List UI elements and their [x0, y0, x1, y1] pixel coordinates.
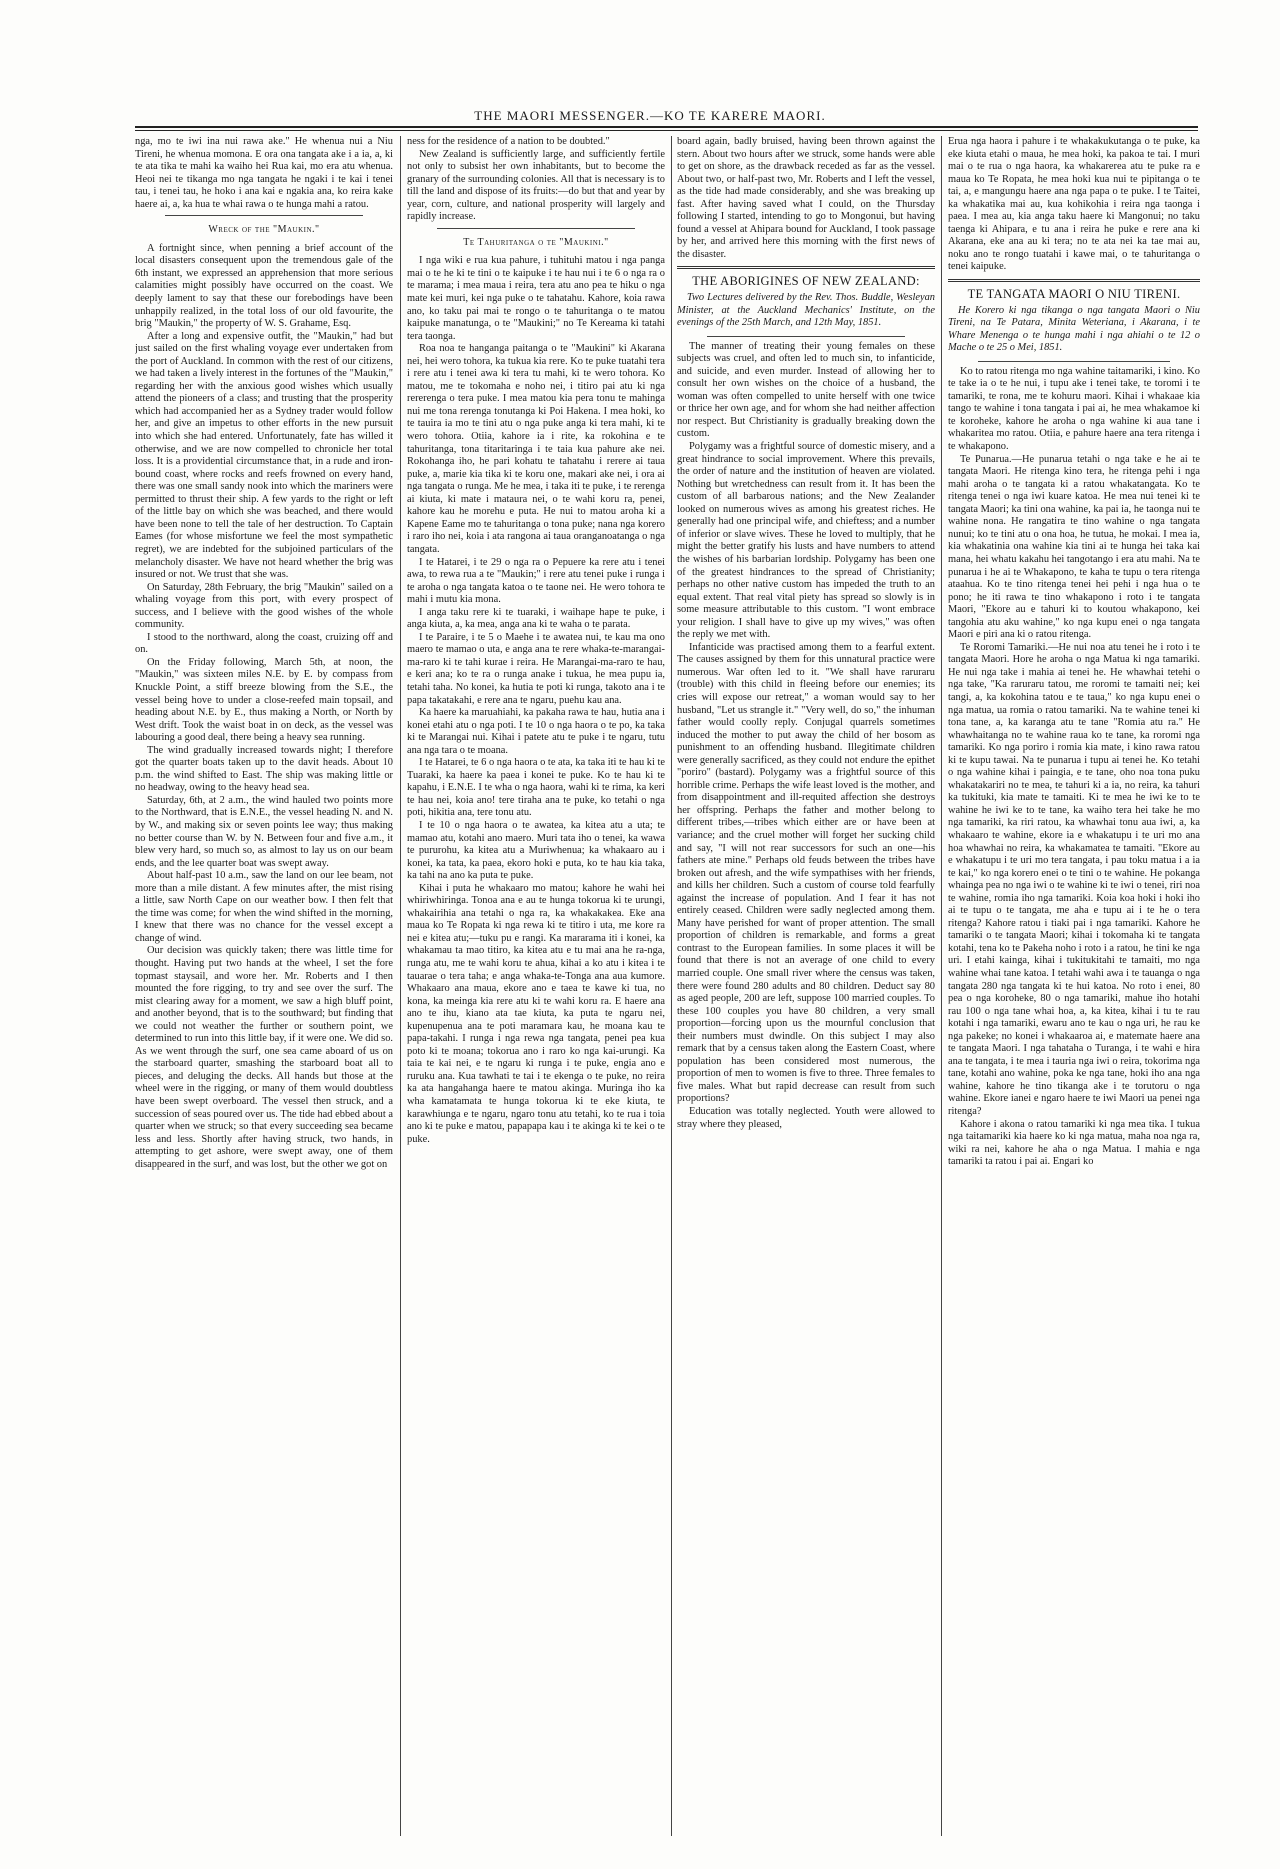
article-paragraph: On Saturday, 28th February, the brig "Maukin" sailed on a whaling voyage from this port, with every prospect of success, and I believe with the good wishes of the whole community.: [135, 581, 393, 631]
running-head: THE MAORI MESSENGER.—KO TE KARERE MAORI.: [474, 108, 826, 123]
column-divider: [671, 136, 672, 1836]
article-paragraph: The manner of treating their young females on these subjects was cruel, and often led to much sin, to infanticide, and suicide, and even murder. Instead of allowing her to consult her own wishes on the choice of a husband, the woman was often compelled to unite herself with one twice or thrice her own age, and for whom she had neither affection nor respect. But Christianity is gradually breaking down the custom.: [677, 340, 935, 440]
col2-opening: ness for the residence of a nation to be doubted.": [407, 136, 610, 147]
col1-opening: nga, mo te iwi ina nui rawa ake." He whenua nui a Niu Tireni, he whenua momona. E ora ona tangata ake i a ia, a, ki te ata tika te mahi ka waiho hei Rua kai, mo era atu whenua. Heoi nei te tikanga mo nga tangata he ngaki i te kai i tenei tau, i tenei tau, he hoko i ana kai e ngakia ana, ko reira kake haere ai, a, ka hua te whai rawa o te hunga mahi a ratou.: [135, 136, 393, 210]
col2-body: [407, 255, 665, 1146]
column-4: [948, 136, 1200, 1836]
columns: [135, 136, 1200, 1836]
article-paragraph: The wind gradually increased towards night; I therefore got the quarter boats taken up to the davit heads. About 10 p.m. the wind shifted to East. The ship was making little or no headway, owing to the heavy head sea.: [135, 744, 393, 794]
col4-subheading: He Korero ki nga tikanga o nga tangata Maori o Niu Tireni, na Te Patara, Minita Weteriana, i Akarana, i te Whare Menenga o te hunga mahi i nga ahiahi o te 12 o Mache o te 25 o Mei, 1851.: [948, 304, 1200, 354]
article-paragraph: Our decision was quickly taken; there was little time for thought. Having put two hands at the wheel, I set the fore topmast staysail, and wore her. Mr. Roberts and I then mounted the fore rigging, to try and see over the surf. The mist clearing away for a moment, we saw a high bluff point, and another beyond, that is to the southward; but finding that we could not weather the further or southern point, we determined to run into this little bay, if it were one. We did so. As we went through the surf, one sea came aboard of us on the starboard quarter, smashing the starboard boat all to pieces, and deluging the decks. All hands but those at the wheel were in the rigging, or many of them would doubtless have been swept overboard. The vessel then struck, and a succession of seas poured over us. The tide had ebbed about a quarter when we struck; so that every succeeding sea became less and less. Shortly after having struck, two hands, in attempting to get ashore, were swept away, one of them disappeared in the surf, and was lost, but the other we got on: [135, 945, 393, 1170]
article-paragraph: Kihai i puta he whakaaro mo matou; kahore he wahi hei whiriwhiringa. Tonoa ana e au te hunga tokorua ki te urungi, whakairihia ana tetahi o nga ra, ka whakakakea. Eke ana maua ko Te Ropata ki nga rewa ki te titiro i uta, me kore ra nei e kitea atu;—tuku pu e rangi. Ka mararama iti i konei, ka whakamau ta mao titiro, ka kitea atu e tu mai ana he ra-nga, runga atu, me te wahi koru te ahua, kihai a ko atu i kitea i te tauarae o tera taha; e anga whaka-te-Tonga ana aua kumore. Whakaaro ana maua, ekore ano e taea te kawe ki tua, no kona, ka meinga kia rere atu ki te wahi koru ra. E haere ana ano te ihu, kiano ata tae kiuta, ka puta te ngaru nei, kupenupenua ana te poti maramara kau, he moana kau te papa-takahi. I runga i nga rewa nga tangata, penei pea kua poto ki te moana; tokorua ano i raro ko nga kai-urungi. Ka taia te kai nei, e te ngaru ki runga i te puke, engia ano e ruruku ana. Kua tawhati te tai i te ekenga o te puke, no reira ka ata hangahanga haere te matou akinga. Muringa iho ka wha kamatamata te hunga tokorua ki te eke kiuta, te karawhiunga e te ngaru, ngaro tonu atu tetahi, ko te rua i toia ano ki te puke e matou, papapapa kau i te akinga ki te kei o te puke.: [407, 882, 665, 1145]
article-paragraph: About half-past 10 a.m., saw the land on our lee beam, not more than a mile distant. A few minutes after, the mist rising a little, saw North Cape on our weather bow. I then felt that the time was come; for when the wind shifted in the morning, I knew that there was no chance for the vessel except a change of wind.: [135, 870, 393, 944]
column-1: [135, 136, 393, 1836]
article-paragraph: I te Hatarei, i te 29 o nga ra o Pepuere ka rere atu i tenei awa, to rewa rua a te "Maukin;" i rere atu tenei puke i runga i te aroha o nga tangata katoa o te taone nei. He wero tohora te mahi i mutu kia mona.: [407, 556, 665, 606]
header-rule: [135, 126, 1198, 128]
article-paragraph: Infanticide was practised among them to a fearful extent. The causes assigned by them for this unnatural practice were numerous. War often led to it. "We shall have raruraru (trouble) with this child in fleeing before our enemies; its cries will expose our retreat," a woman would say to her husband, "Let us strangle it." "Very well, do so," the inhuman father would coolly reply. Conjugal quarrels sometimes induced the mother to put away the child of her bosom as punishment to an offending husband. Illegitimate children were generally sacrificed, as they could not endure the epithet "poriro" (bastard). Polygamy was a frightful source of this horrible crime. Perhaps the wife least loved is the mother, and from disappointment and ill-requited affection she destroys her offspring. Perhaps the father and mother belong to different tribes,—tribes which either are or have been at variance; and the cruel mother will forget her sucking child and say, "I will not rear successors for such an one—his fathers ate mine." Perhaps old feuds between the tribes have broken out afresh, and the wife sympathises with her friends, and kills her children. Such a custom of course told fearfully against the increase of population. And I fear it has not entirely ceased. Children were sadly neglected among them. Many have perished for want of proper attention. The small proportion of children is remarkable, and forms a great contrast to the European families. In some places it will be found that there is not an average of one child to every married couple. One small river where the census was taken, there were found 280 adults and 80 children. Deduct say 80 as aged people, 200 are left, suppose 100 married couples. To these 100 couples you have 80 children, a very small proportion—forcing upon us the mournful conclusion that their numbers must dwindle. On this subject I may also remark that by a census taken along the Eastern Coast, where population has been considered most numerous, the proportion of men to women is five to three. Three females to five males. What but rapid decrease can result from such proportions?: [677, 641, 935, 1105]
section-rule: [707, 336, 905, 337]
col4-opening: Erua nga haora i pahure i te whakakukutanga o te puke, ka eke kiuta etahi o maua, he mea hoki, ka pakoa te tai. I muri mai o te rua o nga haora, ka whakarerea atu te puke ra e maua ko Te Ropata, he mea hoki kua nui te pipitanga o te tai, a, e mangungu haere ana nga papa o te puke. I te Taitei, ka whakatika mai au, kua kohikohia i reira nga taonga i paea. I mea au, kia anga taku haere ki Mangonui; no taku taenga ki Ahipara, e tu ana i reira he puke e rere ana ki Akarana, eke ana au ki tera; no te ata nei ka tae mai au, noku ano te rongo tuatahi i kawe mai, o te tahuritanga o tenei kaipuke.: [948, 136, 1200, 273]
article-paragraph: Kahore i akona o ratou tamariki ki nga mea tika. I tukua nga taitamariki kia haere ko ki nga matua, maha noa nga ra, wiki ra nei, kahore he aha o nga Matua. I mahia e nga tamariki ta ratou i pai ai. Engari ko: [948, 1118, 1200, 1168]
col3-opening: board again, badly bruised, having been thrown against the stern. About two hours after we struck, some hands were able to get on shore, as the drawback receded as far as the vessel. About two, or half-past two, Mr. Roberts and I left the vessel, as the tide had made considerably, and she was breaking up fast. After having saved what I could, on the Thursday following I started, intending to go to Mongonui, but having found a vessel at Ahipara bound for Auckland, I took passage by her, and arrived here this morning with the first news of the disaster.: [677, 136, 935, 260]
article-paragraph: Ko to ratou ritenga mo nga wahine taitamariki, i kino. Ko te take ia o te he nui, i tupu ake i tenei take, te toromi i te tamariki, te rona, me te kohuru maori. Kihai i whakaae kia tango te wahine i tona tangata i pai ai, he mea whakamoe ki te koroheke, kahore he aroha o nga wahine ki aua tane i whakaritea mo ratou. Otiia, e pahure haere ana tera ritenga i te whakapono.: [948, 365, 1200, 453]
col3-heading: THE ABORIGINES OF NEW ZEALAND:: [692, 274, 920, 289]
article-paragraph: I stood to the northward, along the coast, cruizing off and on.: [135, 631, 393, 656]
col3-subheading: Two Lectures delivered by the Rev. Thos. Buddle, Wesleyan Minister, at the Auckland Mechanics' Institute, on the evenings of the 25th March, and 12th May, 1851.: [677, 292, 935, 329]
section-rule: [978, 361, 1170, 362]
article-paragraph: After a long and expensive outfit, the "Maukin," had but just sailed on the first whaling voyage ever undertaken from the port of Auckland. In common with the rest of our citizens, we had taken a lively interest in the fortunes of the "Maukin," regarding her with the anxious good wishes which usually attend the pioneers of a class; and trusting that the prosperity which had accompanied her as a Sydney trader would follow her, and give an impetus to other efforts in the new pursuit into which she had entered. Unfortunately, fate has willed it otherwise, and we are now compelled to chronicle her total loss. It is a providential circumstance that, in a rude and iron-bound coast, where rocks and reefs frowned on every hand, there was one small sandy nook into which the mariners were permitted to thrust their ship. A few yards to the right or left of the little bay on which she was beached, and there would have been none to tell the tale of her destruction. To Captain Eames (for whose misfortune we feel the most sympathetic regret), we are indebted for the subjoined particulars of the melancholy disaster. We have not heard whether the brig was insured or not. We trust that she was.: [135, 330, 393, 581]
article-paragraph: I anga taku rere ki te tuaraki, i waihape hape te puke, i anga kiuta, a, ka mea, anga ana ki te waha o te parata.: [407, 606, 665, 631]
article-paragraph: Education was totally neglected. Youth were allowed to stray where they pleased,: [677, 1106, 935, 1130]
col2-english-body: [407, 149, 665, 224]
article-paragraph: Te Punarua.—He punarua tetahi o nga take e he ai te tangata Maori. He ritenga kino tera, he ritenga pehi i nga mahi aroha o te tangata ki a ratou whakatangata. Ko te ritenga tenei o nga iwi kuare katoa. He mea nui tenei ki te tangata Maori; ka tini ona wahine, ka pai ia, he taonga nui te wahine nona. He rangatira te tino wahine o nga tangata nunui; ko te tini atu o ona hoa, he tutua, he mokai. I mea ia, kia whakatinia ona wahine kia tini ai te hunga hei taka kai mana, hei whatu kakahu hei tangotango i era atu mahi. Na te punarua i he ai te Whakapono, te kaha te tupu o tera ritenga ataahua. Ko te tino ritenga tenei hei pehi i nga hua o te pono; he iti rawa te tino whakapono i roto i te tangata Maori, "Ekore au e tahuri ki to koutou whakapono, kei tangohia atu aku wahine," ko nga kupu enei o nga tangata Maori e piri ana ki o ratou ritenga.: [948, 453, 1200, 641]
section-rule: [437, 228, 635, 229]
article-paragraph: I nga wiki e rua kua pahure, i tuhituhi matou i nga panga mai o te he ki te tini o te kaipuke i te hau nui i te 6 o nga ra o te marama; i mea maua i reira, tera atu ano pea te hiku o nga mate kei muri, kei nga puke o te tahatahu. Kahore, koia rawa ano, ko taku pai mai te rongo o te tahuritanga o te matou kaipuke manatunga, o te "Maukini;" no Te Kereama ki tatahi tera taonga.: [407, 255, 665, 342]
section-rule-double: [677, 266, 935, 269]
article-paragraph: I te Hatarei, te 6 o nga haora o te ata, ka taka iti te hau ki te Tuaraki, ka haere ka paea i konei te puke. Ko te hau ki te kapahu, i E.N.E. I te wha o nga haora, wahi ki te rima, ka keri te hau nei, koia ano! tere tiraha ana te puke, ko tetahi o nga poti, hikitia ana, tere tonu atu.: [407, 757, 665, 819]
article-paragraph: Te Roromi Tamariki.—He nui noa atu tenei he i roto i te tangata Maori. Hore he aroha o nga Matua ki nga tamariki. He nui nga take i mahia ai tenei he. He whawhai tetehi o nga take, "Ka raruraru tatou, me roromi te tamaiti nei; kei tangi, a, ka kokohina tatou e te taua," ko nga kupu enei o nga matua, ua romia o ratou tamariki. Na te wahine tenei ki tona tane, a, ka karanga atu te tane "Romia atu ra." He whawhaitanga no te wahine raua ko te tane, ka roromi nga tamariki. Ko nga poriro i romia kia mate, i kino rawa ratou ki te kupu tawai. Na te punarua i tupu ai tenei he. Ko tetahi o nga wahine kihai i paingia, e te tane, oho noa tona puku whakatakariri no te mea, te tahuri ki a ia, no reira, ka tahuri ka tukituki, kia mate te tamaiti. Ki te mea he iwi ke to te wahine he iwi ke to te tane, ka waiho tera hei take he mo nga tamariki, ka riri ratou, ka whawhai tonu aua iwi, a, ka whakaaro te wahine, ekore ia e whakatupu i te uri mo ana hoa whawhai no reira, ka whakamatea te tamaiti. "Ekore au e whakatupu i te uri mo tera tangata, i pau toku matua i a ia te kai," ko nga korero enei o te tini o te wahine. He pokanga whainga pea no nga iwi o te wahine ki te iwi o tenei, riri noa te wahine, romia iho nga tamariki. Koia koa hoki i hoki iho ai te tupu o te tangata, me aha e tupu ai i te he o tera ritenga? Kahore ratou i tiaki pai i nga tamariki. Kahore he tamariki o te tangata Maori; kihai i tokomaha ki te tangata kotahi, tena ko te Pakeha noho i roto i a ratou, he tini ke nga uri. I etahi kainga, kihai i tukitukitahi te tamaiti, mo nga wahine whai tane katoa. I tetahi wahi awa i te tauanga o nga tangata 280 nga tangata ki te hui katoa. No roto i enei, 80 pea o nga koroheke, 80 o nga tamariki, mahue iho hotahi rau 100 o nga tane whai hoa, a, ka kitea, kihai i tu te rau kotahi i nga tamariki, ewaru ano te kau o nga uri, he rau ke nga pakeke; no konei i whakaaroa ai, e matemate haere ana te tangata Maori. I nga tahataha o Turanga, i te wahi e hira ana te tangata, i te mea i tauria nga iwi o reira, tokorima nga tane, kotahi ano wahine, poka ke nga tane, hoki iho ana nga wahine, kahore he tino tikanga ake i te torutoru o nga wahine. Ekore ianei e ngaro haere te iwi Maori ua penei nga ritenga?: [948, 641, 1200, 1118]
article-paragraph: New Zealand is sufficiently large, and sufficiently fertile not only to subsist her own inhabitants, but to become the granary of the surrounding colonies. All that is necessary is to till the land and dispose of its fruits:—do but that and year by year, corn, culture, and national prosperity will largely and rapidly increase.: [407, 148, 665, 223]
column-divider: [400, 136, 401, 1836]
article-paragraph: A fortnight since, when penning a brief account of the local disasters consequent upon the tremendous gale of the 6th instant, we expressed an apprehension that more serious calamities might possibly have occurred on the coast. We deeply lament to say that these our forebodings have been unhappily realized, in the total loss of our old favourite, the brig "Maukin," the property of W. S. Grahame, Esq.: [135, 242, 393, 330]
col4-body: [948, 366, 1200, 1169]
col3-body: [677, 341, 935, 1131]
article-paragraph: Roa noa te hanganga paitanga o te "Maukini" ki Akarana nei, hei wero tohora, ka tukua kia rere. Ko te puke tuatahi tera i rere atu i tenei awa ki tera tu mahi, ki te wero tohora. Ko matou, me te tokomaha e noho nei, i titiro pai atu ki nga rererenga o tera puke. I mea matou kia pera tonu te mahinga nui me tona rerenga tonutanga ki Poi Hakena. I mea hoki, ko te tauira ia mo te tini atu o nga puke anga ki tera mahi, ki te wero tohora. Otiia, kahore ia i rite, ka rokohina e te tahuritanga, tona titaritaringa i te taia kua pahure ake nei. Rokohanga iho, he pari kohatu te tahatahu i rerere ai taua puke, a, marie kia tika ki te koru one, makari ake nei, i ora ai nga tangata o runga. Me he mea, i taka iti te puke, i te rerenga ai kiuta, ki mate i mataura nei, o te wahi koru ra, penei, kahore kau he morehu e puta. He nui to matou aroha ki a Kapene Eame mo te tahuritanga o tona puke; nana nga korero i raro iho nei, koia i ata rangona ai taua oranganoatanga o nga tangata.: [407, 343, 665, 555]
article-paragraph: Saturday, 6th, at 2 a.m., the wind hauled two points more to the Northward, that is E.N.E., the vessel heading N. and N. by W., and making six or seven points lee way; thus making no better course than W. by N. Between four and five a.m., it blew very hard, so much so, as almost to lay us on our beam ends, and the lee quarter boat was swept away.: [135, 794, 393, 869]
header-rule-thin: [135, 130, 1198, 131]
column-divider: [941, 136, 942, 1836]
column-2: [407, 136, 665, 1836]
col2-heading: Te Tahuritanga o te "Maukini.": [463, 236, 609, 248]
article-paragraph: Ka haere ka maruahiahi, ka pakaha rawa te hau, hutia ana i konei etahi atu o nga poti. I te 10 o nga haora o te po, ka taka ki te Marangai nui. Kihai i patete atu te puke i te ngaru, tutu ana nga tara o te moana.: [407, 707, 665, 756]
col1-body: [135, 243, 393, 1171]
column-3: [677, 136, 935, 1836]
article-paragraph: Polygamy was a frightful source of domestic misery, and a great hindrance to social improvement. Where this prevails, the order of nature and the institution of heaven are violated. Nothing but wretchedness can result from it. It has been the custom of all barbarous nations; and the New Zealander looked on numerous wives as among his greatest riches. He generally had one principal wife, and chieftess; and a number of inferior or slave wives. These he loved to multiply, that he might the better gratify his lusts and have numbers to attend the wishes of his barbarian lordship. Polygamy has been one of the greatest hindrances to the spread of Christianity; perhaps no other native custom has impeded the truth to an equal extent. That real vital piety has spread so slowly is in some measure attributable to this custom. "I wont embrace your religion. I shall have to give up my wives," was often the reply we met with.: [677, 441, 935, 641]
article-paragraph: On the Friday following, March 5th, at noon, the "Maukin," was sixteen miles N.E. by E. by compass from Knuckle Point, a stiff breeze blowing from the S.E., the vessel being hove to under a close-reefed main topsail, and heading about N.E. by E., thus making a North, or North by West drift. Took the waist boat in on deck, as the vessel was labouring a good deal, there being a heavy sea running.: [135, 656, 393, 744]
col1-heading: Wreck of the "Maukin.": [208, 224, 320, 236]
section-rule: [165, 215, 363, 216]
col4-heading: TE TANGATA MAORI O NIU TIRENI.: [967, 287, 1181, 302]
article-paragraph: I te Paraire, i te 5 o Maehe i te awatea nui, te kau ma ono maero te mamao o uta, e anga ana te rere whaka-te-marangai-ma-raro ki te tahi kurae i reira. He Marangai-ma-raro te hau, e keri ana; ko te ra o runga anake i tukua, he mea pupu ia, tetahi taha. No konei, ka hutia te poti ki runga, takoto ana i te papa takatakahi, e rere ana te ngaru, puehu kau ana.: [407, 631, 665, 706]
article-paragraph: I te 10 o nga haora o te awatea, ka kitea atu a uta; te mamao atu, kotahi ano maero. Muri tata iho o tenei, ka wawa te pururohu, ka kitea atu a Muriwhenua; ka whakaaro au i konei, ka tata, ka paea, ekoro hoki e puta, ko te hau kia taka, ka tahi na ano ka puta te puke.: [407, 819, 665, 882]
section-rule-double: [948, 279, 1200, 282]
